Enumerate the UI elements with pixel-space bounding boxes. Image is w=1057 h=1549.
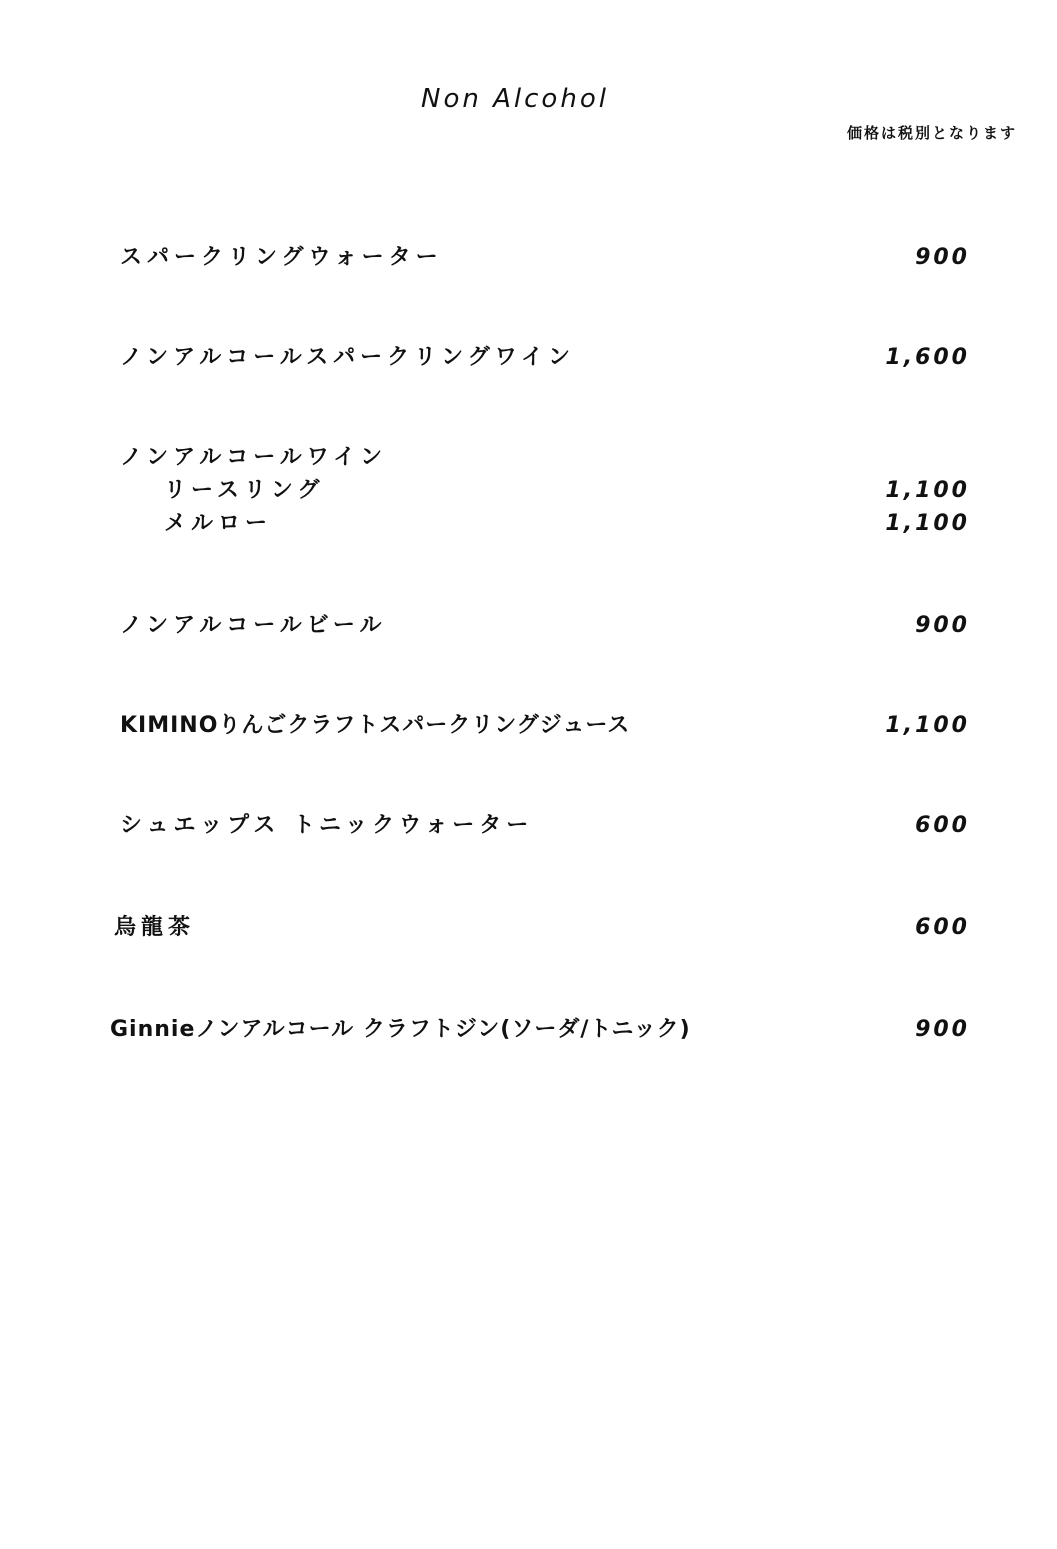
item-name: KIMINOりんごクラフトスパークリングジュース xyxy=(120,713,631,738)
item-name: ノンアルコールビール xyxy=(120,613,387,638)
sub-item xyxy=(120,473,970,506)
menu-item xyxy=(120,608,970,641)
item-name: 烏龍茶 xyxy=(114,915,196,940)
menu-item xyxy=(110,1012,970,1045)
item-price: 900 xyxy=(915,245,970,270)
item-price: 1,100 xyxy=(885,713,970,738)
sub-item-price: 1,100 xyxy=(885,478,970,503)
item-price: 900 xyxy=(915,613,970,638)
item-price: 600 xyxy=(915,915,970,940)
item-name: Ginnieノンアルコール クラフトジン(ソーダ/トニック) xyxy=(110,1017,691,1042)
menu-item xyxy=(120,708,970,741)
sub-item xyxy=(120,506,970,539)
page-title: Non Alcohol xyxy=(421,84,609,114)
item-name: シュエップス トニックウォーター xyxy=(120,813,534,838)
item-name: ノンアルコールスパークリングワイン xyxy=(120,345,576,370)
menu-item xyxy=(120,340,970,373)
menu-item xyxy=(120,240,970,273)
item-price: 1,600 xyxy=(885,345,970,370)
item-name: スパークリングウォーター xyxy=(120,245,443,270)
sub-item-name: メルロー xyxy=(164,511,273,536)
item-price: 900 xyxy=(915,1017,970,1042)
menu-item xyxy=(114,910,970,943)
item-name: ノンアルコールワイン xyxy=(120,445,388,470)
menu-item-group xyxy=(120,440,970,539)
item-price: 600 xyxy=(915,813,970,838)
sub-item-name: リースリング xyxy=(164,478,325,503)
tax-note: 価格は税別となります xyxy=(846,124,1017,142)
menu-item xyxy=(120,808,970,841)
sub-item-price: 1,100 xyxy=(885,511,970,536)
